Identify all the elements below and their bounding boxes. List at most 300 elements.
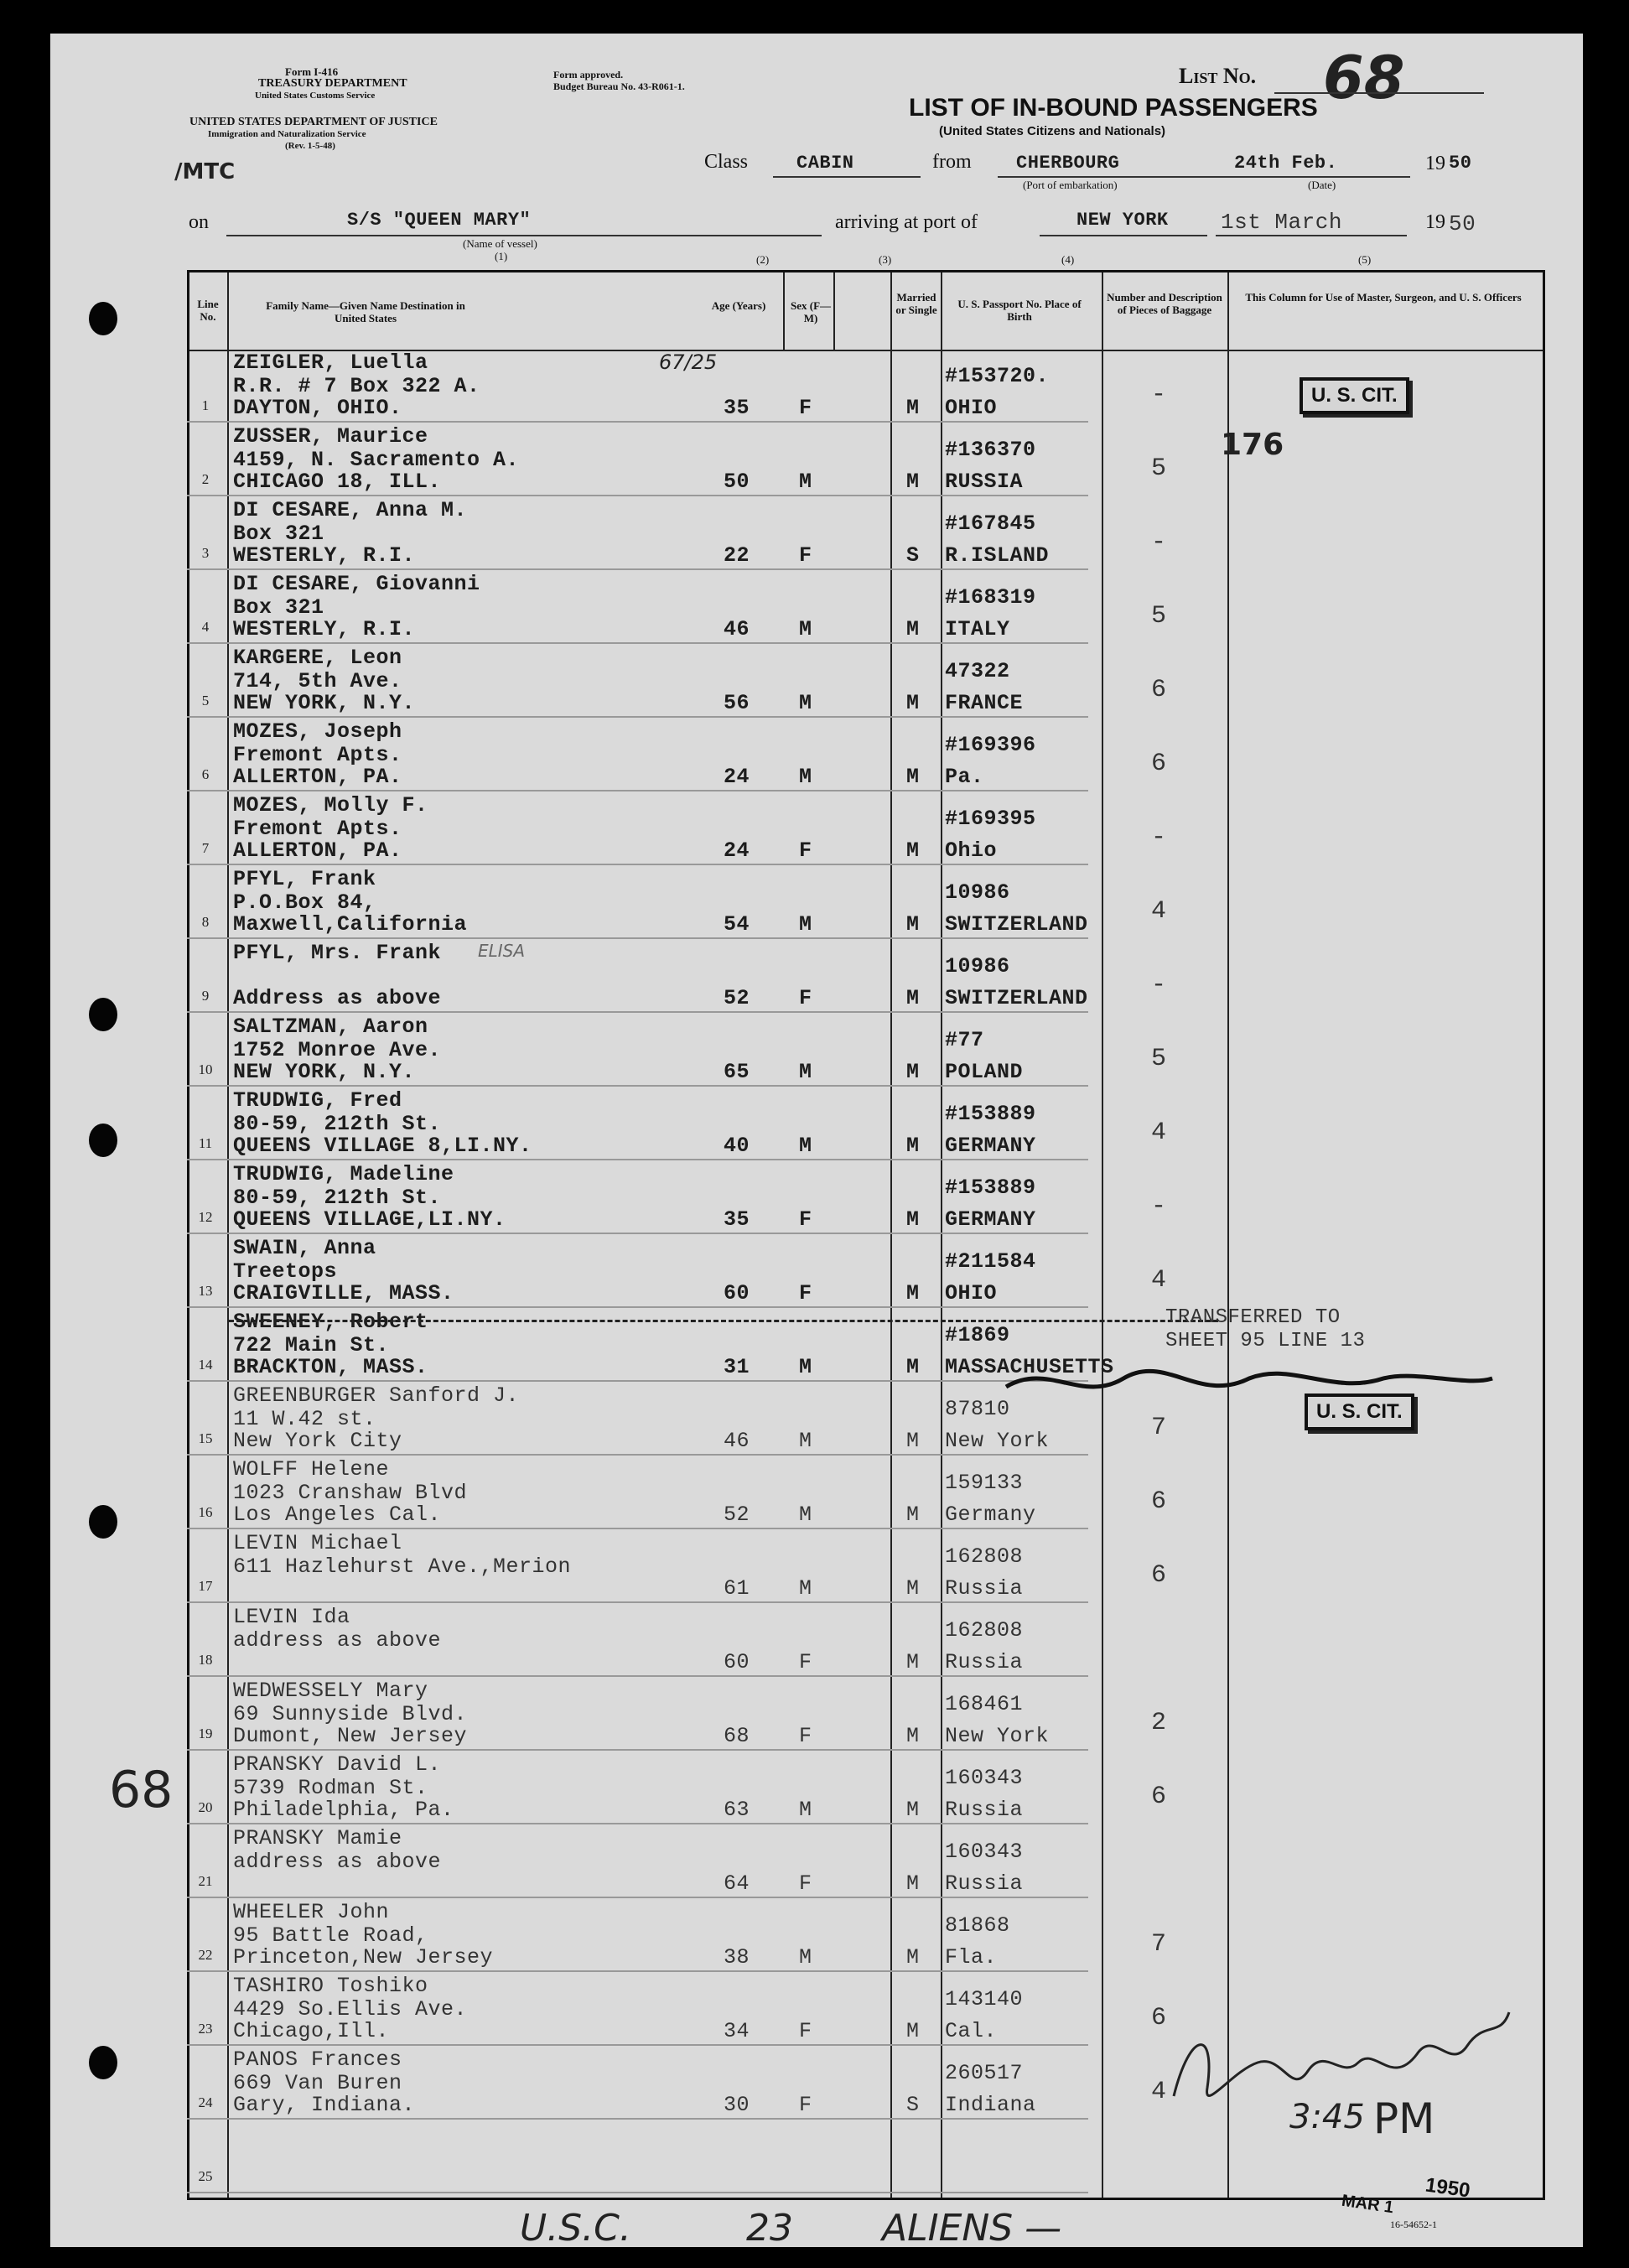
passenger-birth: FRANCE: [945, 691, 1024, 715]
passenger-bag: 5: [1151, 602, 1167, 631]
passenger-sex: M: [799, 617, 812, 641]
passenger-name: SWEENEY, Robert: [233, 1310, 428, 1334]
passenger-addr1: R.R. # 7 Box 322 A.: [233, 374, 480, 398]
passenger-birth: POLAND: [945, 1060, 1024, 1084]
passenger-addr1: 4159, N. Sacramento A.: [233, 448, 520, 472]
year2-prefix: 19: [1425, 211, 1445, 233]
passenger-sex: F: [799, 1724, 812, 1748]
passenger-line: 21: [198, 1873, 213, 1889]
passenger-name: WEDWESSELY Mary: [233, 1679, 428, 1703]
row-divider: [187, 2044, 1088, 2046]
col5-number: (5): [1358, 253, 1372, 266]
passenger-line: 2: [201, 471, 210, 487]
header-age: Age (Years): [711, 299, 766, 312]
passenger-addr1: address as above: [233, 1628, 442, 1653]
passenger-bag: 2: [1151, 1709, 1167, 1737]
passenger-age: 64: [724, 1871, 750, 1896]
class-label: Class: [704, 151, 749, 173]
passenger-name: TRUDWIG, Fred: [233, 1088, 402, 1113]
passenger-name: TASHIRO Toshiko: [233, 1974, 428, 1998]
date-stamp-year: 1950: [1424, 2173, 1472, 2203]
passenger-addr2: Princeton,New Jersey: [233, 1945, 494, 1970]
passenger-line: 1: [201, 397, 210, 413]
passenger-age: 46: [724, 1429, 750, 1453]
passenger-bag: 4: [1151, 2078, 1167, 2106]
passenger-ms: M: [906, 912, 920, 937]
passenger-addr2: WESTERLY, R.I.: [233, 617, 416, 641]
passenger-ms: M: [906, 2019, 920, 2043]
date-caption: (Date): [1308, 179, 1336, 191]
passenger-birth: SWITZERLAND: [945, 912, 1088, 937]
passenger-bag: -: [1151, 823, 1167, 852]
passenger-name: PRANSKY David L.: [233, 1752, 442, 1777]
passenger-sex: M: [799, 1429, 812, 1453]
passenger-bag: 6: [1151, 2004, 1167, 2032]
passenger-sex: F: [799, 1871, 812, 1896]
form-number: Form I-416: [285, 65, 339, 78]
passenger-ms: M: [906, 1207, 920, 1232]
passenger-line: 19: [198, 1726, 213, 1741]
print-code: 16-54652-1: [1390, 2219, 1437, 2230]
sweeney-strike-signature: [998, 1353, 1501, 1412]
year1-suffix: 50: [1449, 153, 1472, 174]
row-divider: [187, 495, 1088, 496]
passenger-addr2: Los Angeles Cal.: [233, 1502, 442, 1527]
passenger-age: 56: [724, 691, 750, 715]
passenger-pp: #169396: [945, 733, 1036, 757]
passenger-age: 35: [724, 396, 750, 420]
passenger-pp: 162808: [945, 1544, 1024, 1569]
passenger-pp: 10986: [945, 954, 1010, 978]
row-divider: [187, 642, 1088, 644]
ins-service: Immigration and Naturalization Service: [208, 129, 366, 139]
passenger-pp: 160343: [945, 1840, 1024, 1864]
passenger-sex: M: [799, 1798, 812, 1822]
passenger-line: 25: [198, 2168, 213, 2184]
treasury-dept: TREASURY DEPARTMENT: [258, 77, 407, 90]
us-cit-stamp: U. S. CIT.: [1300, 377, 1409, 414]
passenger-line: 8: [201, 914, 210, 930]
passenger-age: 24: [724, 765, 750, 789]
passenger-age: 63: [724, 1798, 750, 1822]
passenger-bag: 4: [1151, 1266, 1167, 1295]
passenger-pp: #168319: [945, 585, 1036, 610]
passenger-birth: GERMANY: [945, 1207, 1036, 1232]
passenger-addr2: BRACKTON, MASS.: [233, 1355, 428, 1379]
passenger-sex: F: [799, 986, 812, 1010]
passenger-line: 24: [198, 2094, 213, 2110]
passenger-birth: SWITZERLAND: [945, 986, 1088, 1010]
passenger-ms: M: [906, 1355, 920, 1379]
note-67-25: 67/25: [659, 350, 718, 374]
passenger-ms: M: [906, 1281, 920, 1305]
passenger-pp: #77: [945, 1028, 984, 1052]
passenger-ms: M: [906, 1134, 920, 1158]
passenger-sex: F: [799, 1650, 812, 1674]
header-married: Married or Single: [895, 291, 937, 316]
passenger-line: 4: [201, 619, 210, 635]
col-divider: [783, 272, 785, 350]
passenger-birth: Ohio: [945, 838, 998, 863]
passenger-bag: 6: [1151, 1783, 1167, 1811]
passenger-sex: M: [799, 470, 812, 494]
passenger-birth: R.ISLAND: [945, 543, 1050, 568]
passenger-line: 15: [198, 1430, 213, 1446]
passenger-name: PRANSKY Mamie: [233, 1826, 402, 1850]
arrival-date: 1st March: [1221, 210, 1342, 235]
passenger-birth: OHIO: [945, 396, 998, 420]
header-line-no: Line No.: [197, 298, 219, 323]
passenger-addr1: 722 Main St.: [233, 1333, 390, 1357]
row-divider: [187, 1823, 1088, 1824]
passenger-addr1: 95 Battle Road,: [233, 1923, 428, 1948]
col-divider: [1102, 272, 1103, 2198]
vessel-name: S/S "QUEEN MARY": [347, 210, 532, 231]
passenger-bag: -: [1151, 971, 1167, 999]
col-divider: [890, 272, 892, 2198]
passenger-sex: M: [799, 1502, 812, 1527]
passenger-addr2: WESTERLY, R.I.: [233, 543, 416, 568]
passenger-birth: Russia: [945, 1871, 1024, 1896]
passenger-age: 30: [724, 2093, 750, 2117]
passenger-addr2: Address as above: [233, 986, 442, 1010]
passenger-bag: 5: [1151, 1045, 1167, 1073]
passenger-addr1: 11 W.42 st.: [233, 1407, 376, 1431]
passenger-birth: Russia: [945, 1798, 1024, 1822]
list-title: LIST OF IN-BOUND PASSENGERS: [909, 94, 1318, 122]
passenger-addr1: 714, 5th Ave.: [233, 669, 402, 693]
passenger-ms: M: [906, 986, 920, 1010]
from-underline: [998, 176, 1241, 178]
passenger-age: 61: [724, 1576, 750, 1601]
revision: (Rev. 1-5-48): [285, 141, 335, 151]
passenger-bag: 7: [1151, 1414, 1167, 1442]
row-divider: [187, 864, 1088, 865]
passenger-addr1: 80-59, 212th St.: [233, 1186, 442, 1210]
footer-aliens: ALIENS —: [882, 2207, 1062, 2247]
year1-prefix: 19: [1425, 153, 1445, 174]
passenger-ms: S: [906, 543, 920, 568]
passenger-birth: Indiana: [945, 2093, 1036, 2117]
passenger-ms: M: [906, 838, 920, 863]
arrival-port: NEW YORK: [1076, 210, 1169, 231]
row-divider: [187, 2192, 1088, 2193]
passenger-name: PANOS Frances: [233, 2047, 402, 2072]
row-divider: [187, 1380, 1088, 1382]
passenger-addr2: Dumont, New Jersey: [233, 1724, 468, 1748]
signature: [1165, 1996, 1517, 2130]
passenger-age: 22: [724, 543, 750, 568]
class-underline: [773, 176, 921, 178]
passenger-age: 50: [724, 470, 750, 494]
passenger-name: MOZES, Joseph: [233, 719, 402, 744]
col3-number: (3): [879, 253, 892, 266]
passenger-addr1: 669 Van Buren: [233, 2071, 402, 2095]
passenger-line: 12: [198, 1209, 213, 1225]
passenger-bag: -: [1151, 1192, 1167, 1221]
row-divider: [187, 1233, 1088, 1234]
row-divider: [187, 1454, 1088, 1456]
passenger-birth: RUSSIA: [945, 470, 1024, 494]
passenger-line: 5: [201, 693, 210, 708]
passenger-name: DI CESARE, Giovanni: [233, 572, 480, 596]
passenger-name: KARGERE, Leon: [233, 646, 402, 670]
passenger-addr1: 80-59, 212th St.: [233, 1112, 442, 1136]
passenger-pp: 168461: [945, 1692, 1024, 1716]
passenger-name: ZEIGLER, Luella: [233, 350, 428, 375]
passenger-addr1: Treetops: [233, 1259, 338, 1284]
passenger-addr1: P.O.Box 84,: [233, 890, 376, 915]
passenger-line: 11: [198, 1135, 213, 1151]
passenger-age: 60: [724, 1281, 750, 1305]
departure-date: 24th Feb.: [1234, 153, 1338, 174]
punch-hole: [89, 998, 117, 1031]
passenger-name: SWAIN, Anna: [233, 1236, 376, 1260]
passenger-birth: GERMANY: [945, 1134, 1036, 1158]
margin-number: 68: [109, 1761, 174, 1819]
vessel-underline: [226, 235, 822, 236]
col-divider: [941, 272, 942, 2198]
passenger-line: 7: [201, 840, 210, 856]
passenger-pp: 143140: [945, 1987, 1024, 2011]
footer-count: 23: [746, 2207, 793, 2247]
passenger-sex: F: [799, 2019, 812, 2043]
passenger-addr1: 1023 Cranshaw Blvd: [233, 1481, 468, 1505]
date-stamp: MAR 1: [1340, 2191, 1395, 2218]
passenger-sex: F: [799, 396, 812, 420]
passenger-line: 3: [201, 545, 210, 561]
passenger-age: 65: [724, 1060, 750, 1084]
passenger-sex: F: [799, 543, 812, 568]
passenger-line: 13: [198, 1283, 213, 1299]
passenger-age: 24: [724, 838, 750, 863]
header-name: Family Name—Given Name Destination in United States: [266, 299, 465, 324]
punch-hole: [89, 302, 117, 335]
passenger-age: 54: [724, 912, 750, 937]
passenger-addr1: 5739 Rodman St.: [233, 1776, 428, 1800]
passenger-ms: M: [906, 1798, 920, 1822]
year2-suffix: 50: [1449, 211, 1476, 236]
passenger-bag: -: [1151, 528, 1167, 557]
header-passport: U. S. Passport No. Place of Birth: [957, 298, 1082, 323]
passenger-pp: #167845: [945, 511, 1036, 536]
column-1-caption: (1): [495, 250, 508, 262]
passenger-ms: M: [906, 1650, 920, 1674]
passenger-sex: M: [799, 1134, 812, 1158]
port-caption: (Port of embarkation): [1023, 179, 1118, 191]
passenger-ms: M: [906, 617, 920, 641]
passenger-sex: F: [799, 2093, 812, 2117]
us-cit-stamp: U. S. CIT.: [1305, 1393, 1414, 1430]
passenger-name: DI CESARE, Anna M.: [233, 498, 468, 522]
transferred-note: TRANSFERRED TO: [1165, 1306, 1341, 1329]
on-label: on: [189, 211, 209, 233]
passenger-birth: Pa.: [945, 765, 984, 789]
passenger-age: 68: [724, 1724, 750, 1748]
passenger-sex: F: [799, 838, 812, 863]
manifest-sheet: [50, 34, 1583, 2247]
passenger-addr2: CHICAGO 18, ILL.: [233, 470, 442, 494]
passenger-age: 52: [724, 986, 750, 1010]
passenger-birth: OHIO: [945, 1281, 998, 1305]
row-divider: [187, 1675, 1088, 1677]
passenger-ms: M: [906, 1724, 920, 1748]
passenger-addr2: Maxwell,California: [233, 912, 468, 937]
passenger-ms: M: [906, 396, 920, 420]
passenger-pp: 10986: [945, 880, 1010, 905]
row-divider: [187, 1970, 1088, 1972]
passenger-age: 31: [724, 1355, 750, 1379]
passenger-ms: M: [906, 765, 920, 789]
passenger-birth: ITALY: [945, 617, 1010, 641]
passenger-addr2: QUEENS VILLAGE 8,LI.NY.: [233, 1134, 532, 1158]
number-176: 176: [1221, 428, 1284, 462]
passenger-name: PFYL, Mrs. Frank: [233, 941, 442, 965]
punch-hole: [89, 2046, 117, 2079]
passenger-addr2: Chicago,Ill.: [233, 2019, 390, 2043]
passenger-age: 46: [724, 617, 750, 641]
passenger-name: TRUDWIG, Madeline: [233, 1162, 454, 1186]
passenger-ms: M: [906, 1871, 920, 1896]
col4-number: (4): [1061, 253, 1075, 266]
passenger-addr2: Philadelphia, Pa.: [233, 1798, 454, 1822]
passenger-name: ZUSSER, Maurice: [233, 424, 428, 449]
mtc-code: /MTC: [174, 159, 236, 184]
passenger-line: 18: [198, 1652, 213, 1668]
passenger-ms: M: [906, 1429, 920, 1453]
punch-hole: [89, 1124, 117, 1157]
passenger-addr2: ALLERTON, PA.: [233, 838, 402, 863]
punch-hole: [89, 1505, 117, 1539]
passenger-addr1: Fremont Apts.: [233, 743, 402, 767]
passenger-bag: 4: [1151, 1118, 1167, 1147]
passenger-line: 10: [198, 1061, 213, 1077]
passenger-bag: 6: [1151, 676, 1167, 704]
passenger-ms: M: [906, 1060, 920, 1084]
row-divider: [187, 2118, 1088, 2120]
header-sex: Sex (F—M): [790, 299, 832, 324]
passenger-addr2: New York City: [233, 1429, 402, 1453]
col-divider: [1227, 272, 1229, 2198]
col-divider: [833, 272, 835, 350]
passenger-birth: New York: [945, 1724, 1050, 1748]
passenger-addr1: Box 321: [233, 595, 324, 620]
passenger-ms: M: [906, 1502, 920, 1527]
passenger-pp: 159133: [945, 1471, 1024, 1495]
row-divider: [187, 937, 1088, 939]
from-label: from: [932, 151, 972, 173]
passenger-pp: #211584: [945, 1249, 1036, 1274]
passenger-bag: 6: [1151, 1561, 1167, 1590]
list-subtitle: (United States Citizens and Nationals): [939, 124, 1166, 138]
passenger-line: 20: [198, 1799, 213, 1815]
passenger-sex: M: [799, 1355, 812, 1379]
col-divider: [227, 272, 229, 2198]
passenger-ms: M: [906, 691, 920, 715]
passenger-pp: 260517: [945, 2061, 1024, 2085]
row-divider: [187, 421, 1088, 423]
transfer-strike-line: [229, 1320, 1218, 1322]
arrival-date-underline: [1216, 235, 1407, 236]
passenger-age: 34: [724, 2019, 750, 2043]
passenger-addr1: 69 Sunnyside Blvd.: [233, 1702, 468, 1726]
list-number: 68: [1323, 44, 1405, 112]
passenger-ms: S: [906, 2093, 920, 2117]
row-divider: [187, 568, 1088, 570]
passenger-birth: Germany: [945, 1502, 1036, 1527]
passenger-name: WOLFF Helene: [233, 1457, 390, 1482]
passenger-pp: #1869: [945, 1323, 1010, 1347]
passenger-line: 22: [198, 1947, 213, 1963]
passenger-pp: #153889: [945, 1176, 1036, 1200]
passenger-line: 9: [201, 988, 210, 1004]
class-value: CABIN: [796, 153, 854, 174]
passenger-age: 52: [724, 1502, 750, 1527]
passenger-birth: Cal.: [945, 2019, 998, 2043]
passenger-addr1: 611 Hazlehurst Ave.,Merion: [233, 1554, 572, 1579]
passenger-pp: #153720.: [945, 364, 1050, 388]
footer-usc: U.S.C.: [520, 2207, 631, 2247]
passenger-name: MOZES, Molly F.: [233, 793, 428, 817]
passenger-sex: M: [799, 765, 812, 789]
passenger-age: 35: [724, 1207, 750, 1232]
passenger-bag: 6: [1151, 750, 1167, 778]
passenger-age: 60: [724, 1650, 750, 1674]
passenger-line: 23: [198, 2021, 213, 2037]
passenger-sex: M: [799, 912, 812, 937]
from-value: CHERBOURG: [1016, 153, 1120, 174]
passenger-name: LEVIN Ida: [233, 1605, 350, 1629]
passenger-sex: F: [799, 1281, 812, 1305]
passenger-pp: 47322: [945, 659, 1010, 683]
passenger-birth: New York: [945, 1429, 1050, 1453]
passenger-birth: Russia: [945, 1650, 1024, 1674]
passenger-pp: 87810: [945, 1397, 1010, 1421]
passenger-ms: M: [906, 1945, 920, 1970]
list-no-label: List No.: [1179, 64, 1257, 88]
passenger-pp: 160343: [945, 1766, 1024, 1790]
header-baggage: Number and Description of Pieces of Baggage: [1107, 291, 1222, 316]
passenger-birth: Russia: [945, 1576, 1024, 1601]
passenger-addr2: Gary, Indiana.: [233, 2093, 416, 2117]
passenger-bag: 5: [1151, 454, 1167, 483]
passenger-addr2: NEW YORK, N.Y.: [233, 691, 416, 715]
passenger-addr1: address as above: [233, 1850, 442, 1874]
date-underline: [1234, 176, 1410, 178]
passenger-sex: M: [799, 1060, 812, 1084]
passenger-age: 40: [724, 1134, 750, 1158]
passenger-name: GREENBURGER Sanford J.: [233, 1383, 520, 1408]
transferred-note-2: SHEET 95 LINE 13: [1165, 1330, 1366, 1352]
passenger-name: SALTZMAN, Aaron: [233, 1015, 428, 1039]
passenger-pp: #153889: [945, 1102, 1036, 1126]
passenger-bag: -: [1151, 381, 1167, 409]
passenger-line: 16: [198, 1504, 213, 1520]
passenger-addr1: 4429 So.Ellis Ave.: [233, 1997, 468, 2021]
passenger-addr2: CRAIGVILLE, MASS.: [233, 1281, 454, 1305]
row-divider: [187, 1528, 1088, 1529]
row-divider: [187, 1159, 1088, 1160]
passenger-addr1: Box 321: [233, 522, 324, 546]
passenger-line: 6: [201, 766, 210, 782]
vessel-caption: (Name of vessel): [463, 237, 537, 250]
passenger-addr2: ALLERTON, PA.: [233, 765, 402, 789]
passenger-age: 38: [724, 1945, 750, 1970]
row-divider: [187, 790, 1088, 791]
passenger-sex: M: [799, 1576, 812, 1601]
budget-bureau: Budget Bureau No. 43-R061-1.: [553, 80, 685, 92]
passenger-addr2: QUEENS VILLAGE,LI.NY.: [233, 1207, 506, 1232]
